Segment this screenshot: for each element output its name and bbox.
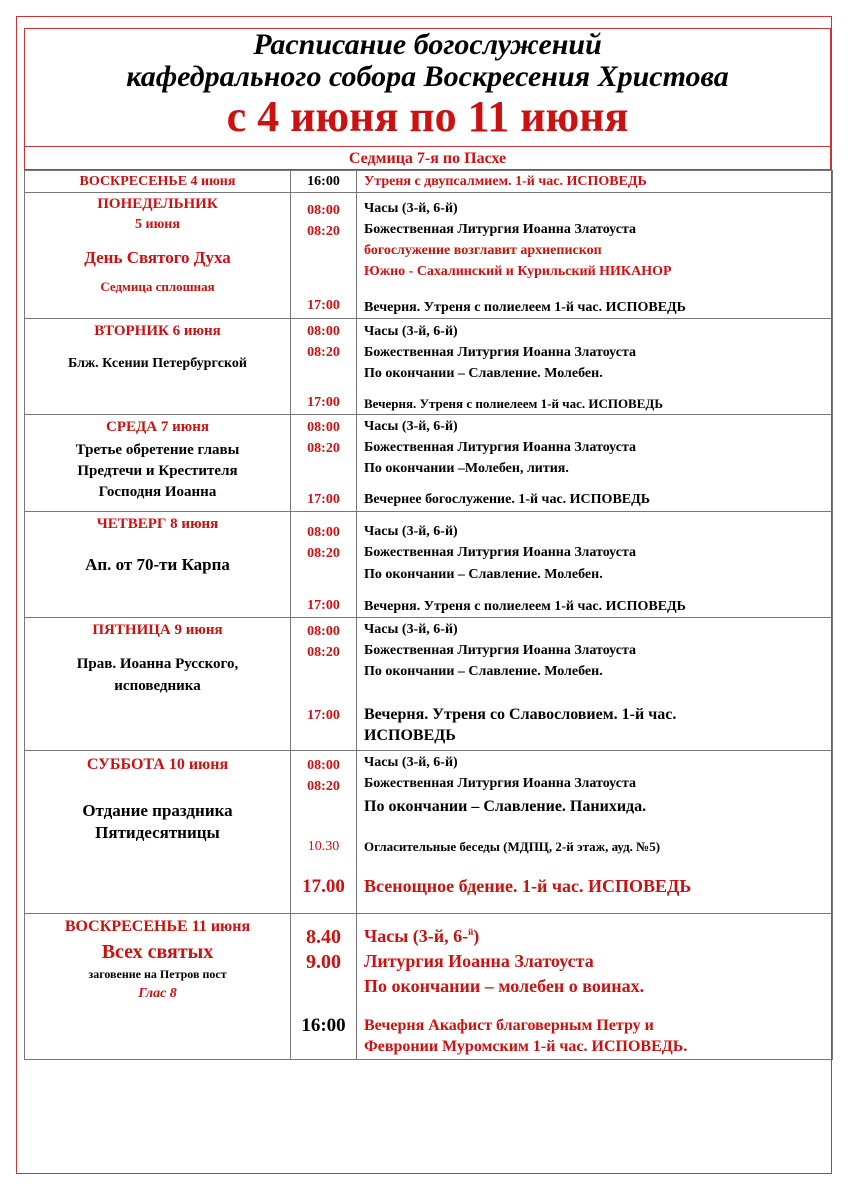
- saint-name: исповедника: [114, 678, 201, 694]
- service-text: Вечерня. Утреня с полиелеем 1-й час. ИСПОВЕДЬ: [364, 396, 663, 411]
- table-row: [25, 618, 833, 751]
- service-text: По окончании –Молебен, лития.: [364, 461, 569, 476]
- services-cell: [357, 193, 833, 319]
- service-text: По окончании – молебен о воинах.: [364, 976, 645, 996]
- service-text-part: ): [473, 926, 480, 946]
- times-cell: [291, 512, 357, 618]
- service-text: Вечерня. Утреня со Славословием. 1-й час.: [364, 706, 677, 723]
- times-cell: [291, 193, 357, 319]
- service-text: Божественная Литургия Иоанна Златоуста: [364, 345, 637, 360]
- times-cell: [291, 319, 357, 415]
- day-cell: [25, 415, 291, 512]
- service-text: Божественная Литургия Иоанна Златоуста: [364, 545, 637, 560]
- table-row: [25, 319, 833, 415]
- times-cell: [291, 618, 357, 751]
- service-text: Февронии Муромским 1-й час. ИСПОВЕДЬ.: [364, 1038, 688, 1055]
- day-cell: [25, 512, 291, 618]
- service-time: 17:00: [307, 598, 340, 613]
- service-time: 08:00: [307, 203, 340, 218]
- service-time: 10.30: [307, 839, 340, 854]
- table-row: [25, 193, 833, 319]
- service-text: Божественная Литургия Иоанна Златоуста: [364, 222, 637, 237]
- service-time: 08:20: [307, 224, 340, 239]
- saint-name: Блж. Ксении Петербургской: [68, 356, 247, 371]
- service-text: Божественная Литургия Иоанна Златоуста: [364, 643, 637, 658]
- times-cell: [291, 415, 357, 512]
- day-name: ПОНЕДЕЛЬНИК: [97, 196, 218, 212]
- service-time: 17:00: [307, 708, 340, 723]
- feast-name: День Святого Духа: [84, 248, 231, 267]
- schedule-header: [24, 28, 831, 146]
- service-time: 08:00: [307, 624, 340, 639]
- service-time: 16:00: [307, 174, 340, 189]
- service-text: Часы (3-й, 6-й): [364, 324, 458, 339]
- service-time: 9.00: [306, 951, 341, 973]
- service-text: [364, 926, 479, 947]
- day-cell: [25, 914, 291, 1060]
- tone-note: Глас 8: [138, 986, 177, 1001]
- saint-name: Третье обретение главы: [75, 442, 240, 458]
- services-cell: [357, 751, 833, 914]
- saint-name: Предтечи и Крестителя: [77, 463, 238, 479]
- date-range: с 4 июня по 11 июня: [226, 92, 629, 141]
- services-cell: [357, 171, 833, 193]
- service-time: 08:20: [307, 546, 340, 561]
- saint-name: Прав. Иоанна Русского,: [76, 656, 239, 672]
- fast-note: заговение на Петров пост: [88, 967, 227, 981]
- service-text: Вечерня Акафист благоверным Петру и: [364, 1017, 654, 1034]
- services-cell: [357, 415, 833, 512]
- day-cell: [25, 618, 291, 751]
- day-cell: [25, 171, 291, 193]
- day-name: ВОСКРЕСЕНЬЕ 4 июня: [79, 174, 236, 189]
- service-text: По окончании – Славление. Молебен.: [364, 567, 603, 582]
- service-text: Божественная Литургия Иоанна Златоуста: [364, 440, 637, 455]
- service-text: Всенощное бдение. 1-й час. ИСПОВЕДЬ: [364, 876, 692, 896]
- services-cell: [357, 512, 833, 618]
- service-time: 08:00: [307, 525, 340, 540]
- week-title: Седмица 7-я по Пасхе: [24, 146, 831, 170]
- title-line-1: Расписание богослужений: [253, 28, 602, 61]
- service-text: Часы (3-й, 6-й): [364, 524, 458, 539]
- service-time: 08:20: [307, 441, 340, 456]
- service-text-part: Часы (3-й, 6-: [364, 926, 469, 946]
- feast-name: Всех святых: [101, 941, 214, 963]
- service-time: 08:20: [307, 345, 340, 360]
- service-time: 8.40: [306, 926, 341, 948]
- service-time: 17.00: [302, 876, 345, 897]
- service-text: Часы (3-й, 6-й): [364, 755, 458, 770]
- service-text: богослужение возглавит архиепископ: [364, 243, 602, 258]
- service-text: Вечерня. Утреня с полиелеем 1-й час. ИСПОВЕДЬ: [364, 599, 686, 614]
- service-time: 08:20: [307, 779, 340, 794]
- service-text: Вечерня. Утреня с полиелеем 1-й час. ИСПОВЕДЬ: [364, 300, 686, 315]
- table-row: [25, 415, 833, 512]
- table-row: [25, 914, 833, 1060]
- times-cell: [291, 171, 357, 193]
- day-name: ВТОРНИК 6 июня: [94, 323, 221, 339]
- day-cell: [25, 193, 291, 319]
- table-row: [25, 751, 833, 914]
- service-text: По окончании – Славление. Молебен.: [364, 366, 603, 381]
- services-cell: [357, 914, 833, 1060]
- day-name: ВОСКРЕСЕНЬЕ 11 июня: [64, 918, 251, 935]
- service-time: 17:00: [307, 492, 340, 507]
- service-text: ИСПОВЕДЬ: [364, 727, 456, 744]
- feast-name: Пятидесятницы: [95, 823, 220, 842]
- service-text: Литургия Иоанна Златоуста: [364, 951, 594, 971]
- table-row: [25, 171, 833, 193]
- saint-name: Господня Иоанна: [98, 484, 217, 500]
- saint-name: Ап. от 70-ти Карпа: [85, 555, 230, 574]
- service-text: Часы (3-й, 6-й): [364, 622, 458, 637]
- service-text: Божественная Литургия Иоанна Златоуста: [364, 776, 637, 791]
- day-cell: [25, 319, 291, 415]
- table-row: [25, 512, 833, 618]
- times-cell: [291, 914, 357, 1060]
- service-time: 08:20: [307, 645, 340, 660]
- superscript: й: [468, 927, 474, 937]
- times-cell: [291, 751, 357, 914]
- day-date: 5 июня: [135, 217, 180, 232]
- service-time: 16:00: [301, 1015, 346, 1036]
- service-time: 17:00: [307, 395, 340, 410]
- service-time: 08:00: [307, 758, 340, 773]
- service-text: По окончании – Славление. Панихида.: [364, 798, 647, 815]
- title-line-2: кафедрального собора Воскресения Христова: [126, 60, 729, 93]
- feast-name: Отдание праздника: [82, 801, 233, 820]
- service-text: Южно - Сахалинский и Курильский НИКАНОР: [364, 264, 672, 279]
- week-note: Седмица сплошная: [100, 279, 215, 294]
- service-time: 08:00: [307, 324, 340, 339]
- day-name: СУББОТА 10 июня: [86, 756, 229, 773]
- services-cell: [357, 618, 833, 751]
- day-cell: [25, 751, 291, 914]
- day-name: ПЯТНИЦА 9 июня: [92, 622, 223, 638]
- service-text: Огласительные беседы (МДПЦ, 2-й этаж, ауд. №5): [364, 839, 661, 854]
- service-time: 08:00: [307, 420, 340, 435]
- schedule-table: [24, 170, 833, 1060]
- service-text: По окончании – Славление. Молебен.: [364, 664, 603, 679]
- day-name: ЧЕТВЕРГ 8 июня: [96, 516, 219, 532]
- service-text: Часы (3-й, 6-й): [364, 201, 458, 216]
- services-cell: [357, 319, 833, 415]
- service-time: 17:00: [307, 298, 340, 313]
- day-name: СРЕДА 7 июня: [105, 419, 209, 435]
- service-text: Вечернее богослужение. 1-й час. ИСПОВЕДЬ: [364, 492, 651, 507]
- service-text: Утреня с двупсалмием. 1-й час. ИСПОВЕДЬ: [364, 174, 647, 189]
- service-text: Часы (3-й, 6-й): [364, 419, 458, 434]
